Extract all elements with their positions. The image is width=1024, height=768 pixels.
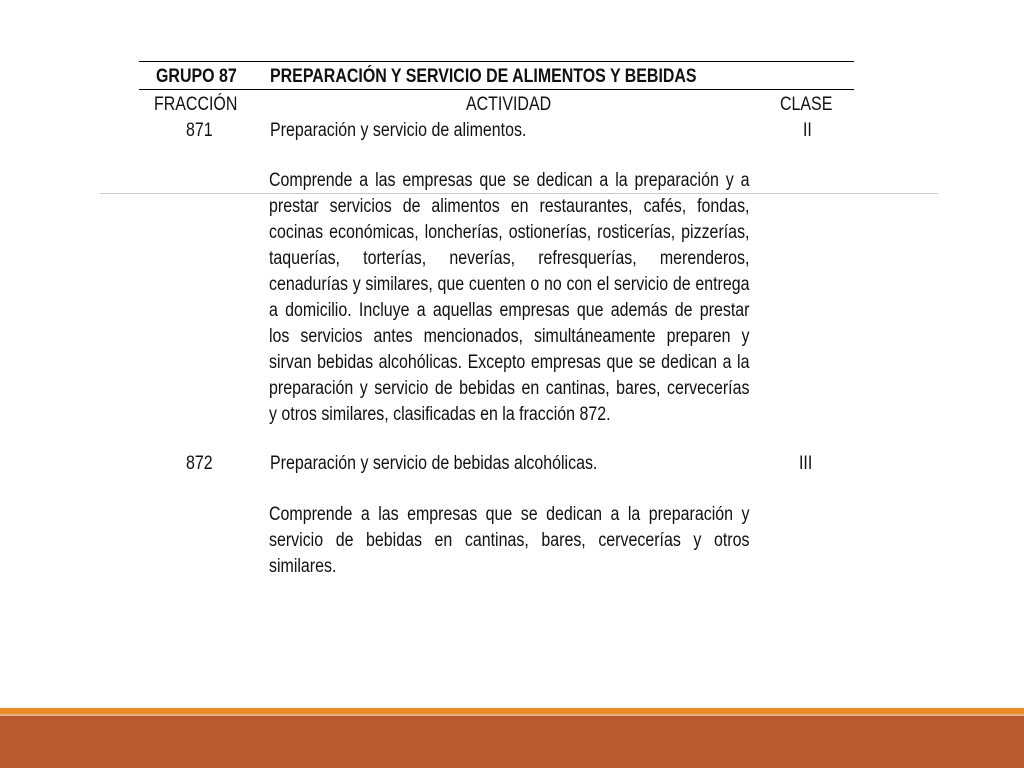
row-871-actividad: Preparación y servicio de alimentos. xyxy=(270,120,527,141)
description-line: cenadurías y similares, que cuenten o no con el servicio de entrega xyxy=(269,274,750,295)
group-title: PREPARACIÓN Y SERVICIO DE ALIMENTOS Y BEBIDAS xyxy=(270,66,697,87)
description-line: servicio de bebidas en cantinas, bares, cervecerías y otros xyxy=(269,530,750,551)
row-872-description xyxy=(269,502,749,580)
table-header-rule xyxy=(139,89,854,90)
description-line: Comprende a las empresas que se dedican a la preparación y xyxy=(269,504,750,525)
row-872-fraccion: 872 xyxy=(186,453,213,474)
description-line: y otros similares, clasificadas en la fracción 872. xyxy=(269,404,611,425)
footer-band xyxy=(0,716,1024,768)
column-header-fraccion: FRACCIÓN xyxy=(154,94,238,115)
column-header-actividad: ACTIVIDAD xyxy=(466,94,552,115)
row-872-actividad: Preparación y servicio de bebidas alcohólicas. xyxy=(270,453,598,474)
row-872-clase: III xyxy=(799,453,813,474)
column-header-clase: CLASE xyxy=(780,94,833,115)
description-line: taquerías, torterías, neverías, refresquerías, merenderos, xyxy=(269,248,750,269)
row-871-clase: II xyxy=(803,120,812,141)
description-line: cocinas económicas, loncherías, ostionerías, rosticerías, pizzerías, xyxy=(269,222,750,243)
description-line: sirvan bebidas alcohólicas. Excepto empresas que se dedican a la xyxy=(269,352,750,373)
description-line: preparación y servicio de bebidas en cantinas, bares, cervecerías xyxy=(269,378,750,399)
description-line: los servicios antes mencionados, simultáneamente preparen y xyxy=(269,326,750,347)
group-number: GRUPO 87 xyxy=(156,66,237,87)
table-top-rule xyxy=(139,61,854,62)
description-line: similares. xyxy=(269,556,337,577)
description-line: a domicilio. Incluye a aquellas empresas que además de prestar xyxy=(269,300,750,321)
description-line: prestar servicios de alimentos en restaurantes, cafés, fondas, xyxy=(269,196,750,217)
row-871-fraccion: 871 xyxy=(186,120,213,141)
row-871-description xyxy=(269,168,749,428)
description-line: Comprende a las empresas que se dedican a la preparación y a xyxy=(269,170,750,191)
